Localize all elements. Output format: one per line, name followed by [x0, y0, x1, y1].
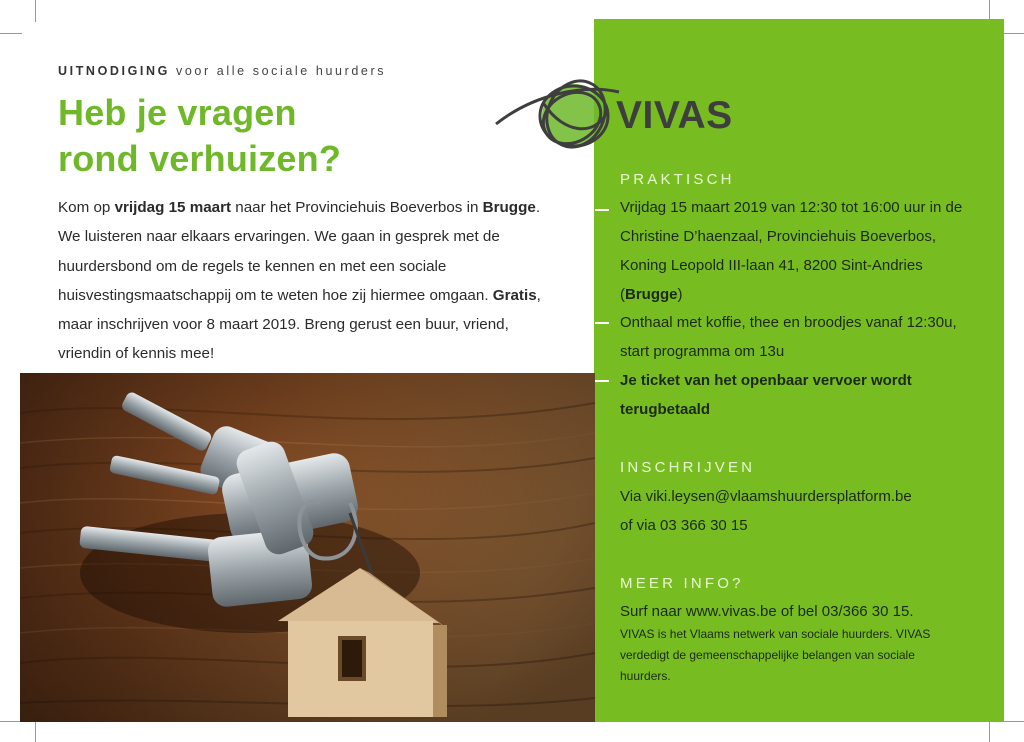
- bullet-dash-3: [595, 380, 609, 382]
- logo-wordmark: VIVAS: [616, 94, 733, 137]
- eyebrow-bold: UITNODIGING: [58, 64, 170, 78]
- headline: [58, 90, 341, 182]
- crop-mark-right-top: [1003, 33, 1024, 34]
- section-title-inschrijven: INSCHRIJVEN: [620, 459, 756, 476]
- crop-mark-left-top: [0, 33, 22, 34]
- bullet-dash-1: [595, 209, 609, 211]
- praktisch-item-3: Je ticket van het openbaar vervoer wordt terugbetaald: [620, 372, 912, 418]
- inschrijven-phone: of via 03 366 30 15: [620, 517, 748, 534]
- praktisch-item-2: Onthaal met koffie, thee en broodjes vanaf 12:30u, start programma om 13u: [620, 314, 957, 360]
- meer-info-website: Surf naar www.vivas.be of bel 03/366 30 15.: [620, 603, 914, 620]
- bullet-dash-2: [595, 322, 609, 324]
- intro-city: Brugge: [482, 199, 536, 216]
- crop-mark-left-bottom: [0, 721, 22, 722]
- headline-line-1: Heb je vragen: [58, 92, 297, 133]
- crop-mark-bottom-right: [989, 721, 990, 742]
- intro-text-3: . We luisteren naar elkaars ervaringen. We gaan in gesprek met de huurdersbond om de regels te kennen en met een sociale huisvestingsmaatschappij om te weten hoe zij hiermee omgaan.: [58, 199, 541, 304]
- praktisch-item-1: [620, 193, 970, 309]
- eyebrow: [58, 64, 386, 78]
- praktisch-item-1-text: Vrijdag 15 maart 2019 van 12:30 tot 16:00 uur in de Christine D’haenzaal, Provinciehuis Boeverbos, Koning Leopold III-laan 41, 8200 Sint-Andries (: [620, 199, 963, 303]
- inschrijven-email: Via viki.leysen@vlaamshuurdersplatform.be: [620, 488, 912, 505]
- intro-text-1: Kom op: [58, 199, 115, 216]
- intro-text-2: naar het Provinciehuis Boeverbos in: [231, 199, 483, 216]
- intro-free: Gratis: [492, 286, 537, 304]
- section-title-praktisch: PRAKTISCH: [620, 171, 735, 188]
- intro-text-4: , maar inschrijven voor 8 maart 2019. Breng gerust een buur, vriend, vriendin of kennis mee!: [58, 286, 541, 363]
- crop-mark-right-bottom: [1003, 721, 1024, 722]
- crop-mark-bottom-left: [35, 721, 36, 742]
- intro-date: vrijdag 15 maart: [114, 199, 232, 216]
- praktisch-item-1-city: Brugge: [625, 286, 678, 303]
- eyebrow-rest: voor alle sociale huurders: [176, 64, 387, 78]
- section-title-meer-info: MEER INFO?: [620, 575, 744, 592]
- vivas-about: VIVAS is het Vlaams netwerk van sociale huurders. VIVAS verdedigt de gemeenschappelijke belangen van sociale huurders.: [620, 627, 931, 683]
- keys-house-photo: [20, 373, 595, 722]
- intro-paragraph: [58, 193, 558, 369]
- headline-line-2: rond verhuizen?: [58, 138, 342, 179]
- praktisch-item-1-end: ): [677, 286, 683, 303]
- crop-mark-top-left: [35, 0, 36, 22]
